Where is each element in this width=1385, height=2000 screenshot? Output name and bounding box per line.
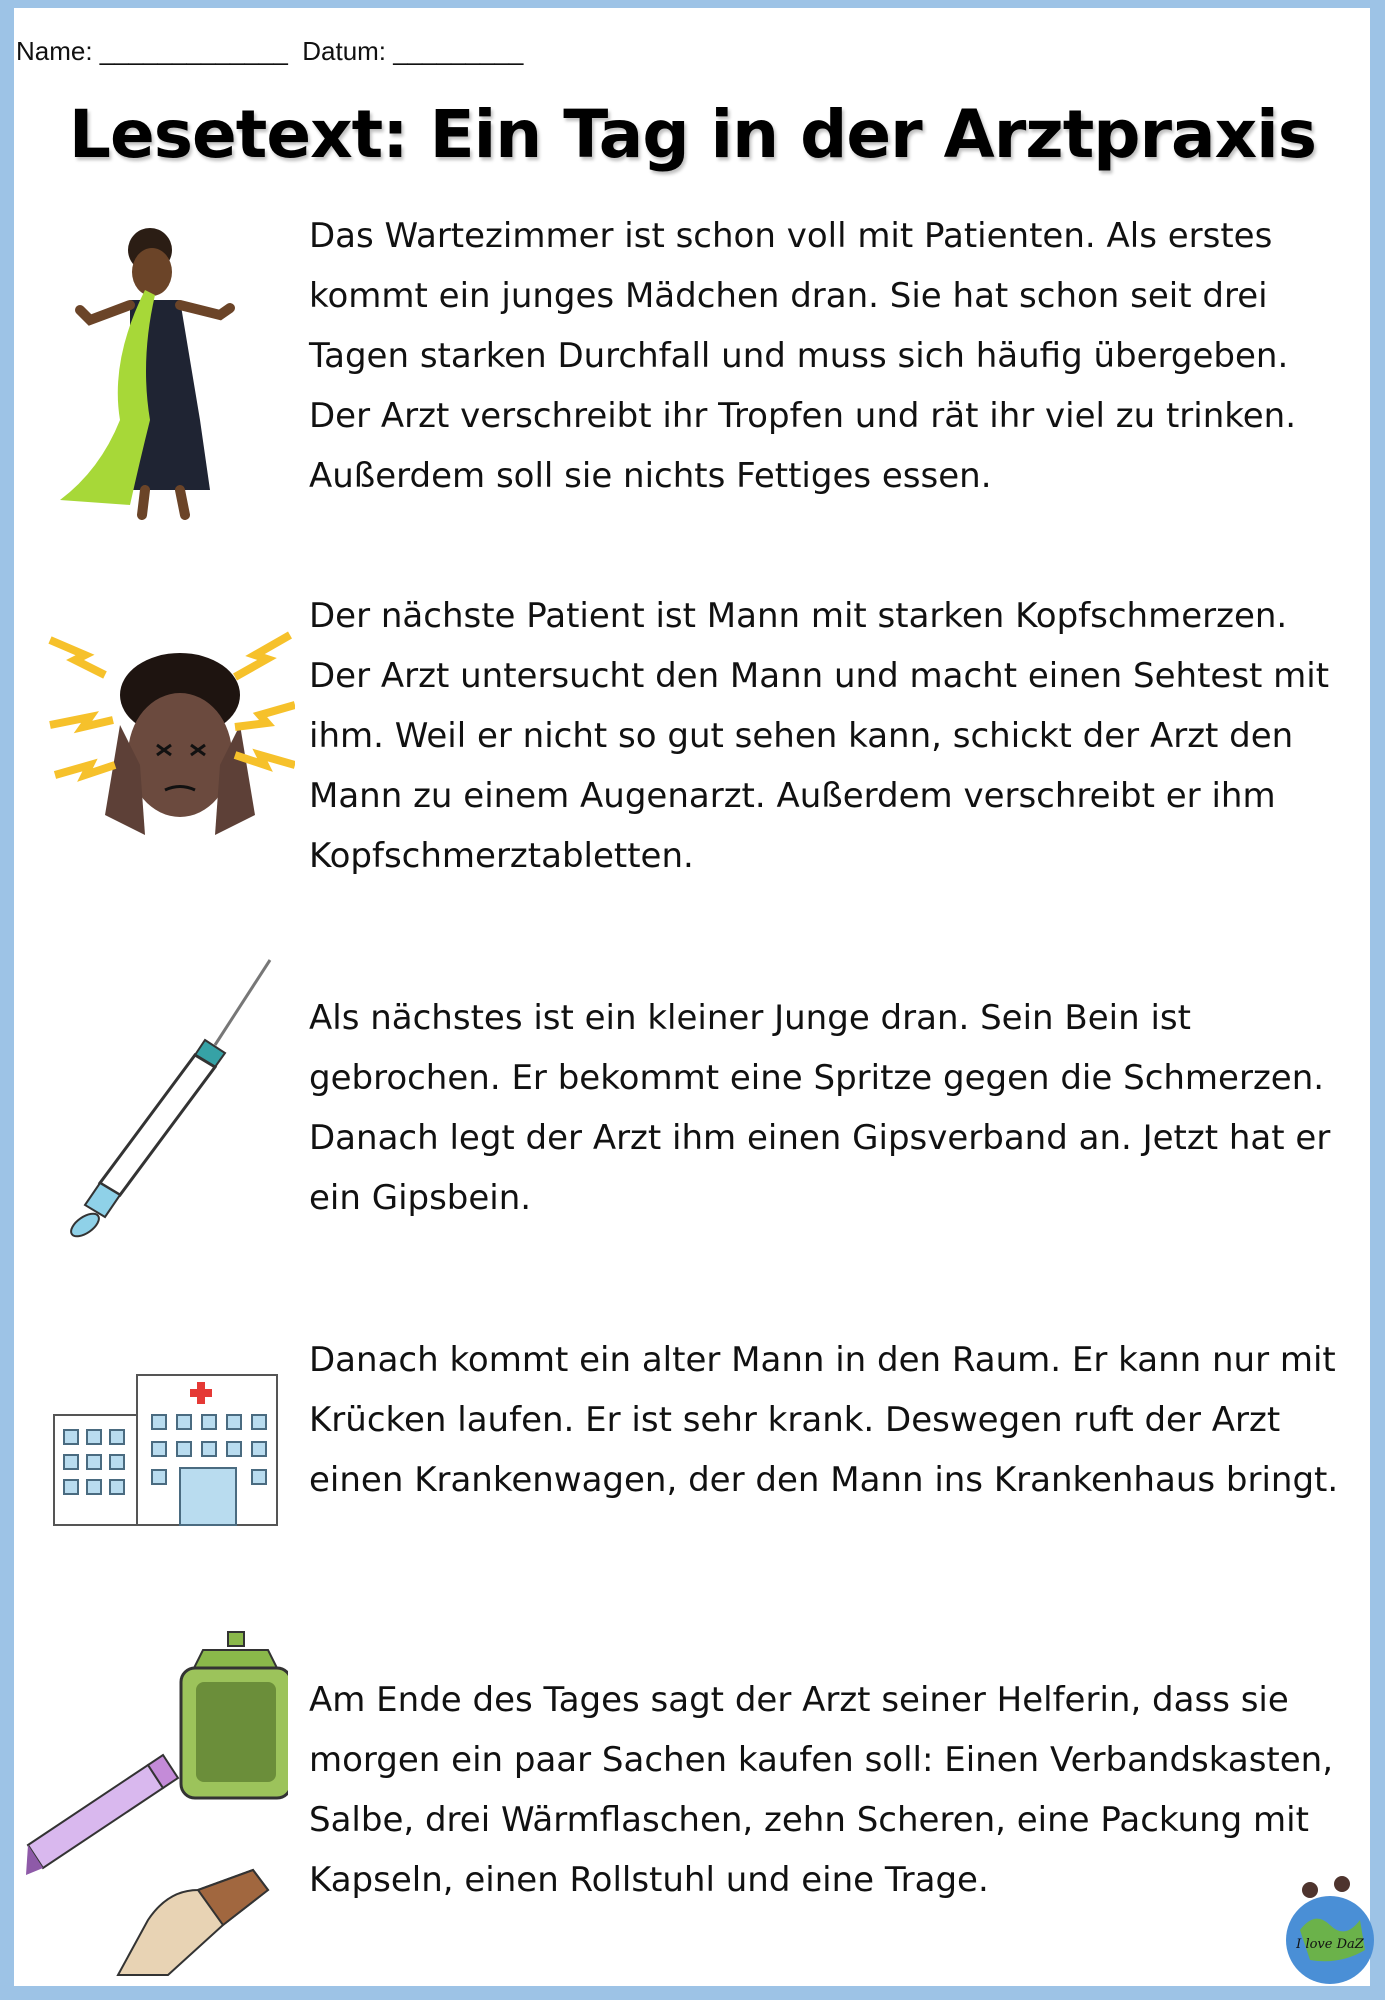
- logo-icon: [1280, 1870, 1380, 1990]
- svg-text:I love DaZ: I love DaZ: [1296, 1937, 1364, 1952]
- hospital-icon: [52, 1370, 282, 1530]
- vomiting-girl-icon: [50, 220, 240, 520]
- headache-man-icon: [45, 615, 295, 850]
- paragraph-2: Der nächste Patient ist Mann mit starken Kopfschmerzen. Der Arzt untersucht den Mann und macht einen Sehtest mit ihm. Weil er nicht so gut sehen kann, schickt der Arzt den Mann zu einem Augenarzt. Außerdem verschreibt er ihm Kopfschmerztabletten.: [309, 596, 1330, 876]
- paragraph-5: Am Ende des Tages sagt der Arzt seiner Helferin, dass sie morgen ein paar Sachen kaufen soll: Einen Verbandskasten, Salbe, drei Wärmflaschen, zehn Scheren, eine Packung mit Kapseln, einen Rollstuhl und eine Trage.: [309, 1680, 1334, 1900]
- name-date-line: Name: _____________ Datum: _________: [16, 36, 524, 66]
- first-aid-supplies-icon: [18, 1630, 288, 1980]
- paragraph-4: Danach kommt ein alter Mann in den Raum. Er kann nur mit Krücken laufen. Er ist sehr krank. Deswegen ruft der Arzt einen Krankenwagen, der den Mann ins Krankenhaus bringt.: [309, 1340, 1339, 1500]
- syringe-icon: [65, 955, 285, 1245]
- paragraph-1: Das Wartezimmer ist schon voll mit Patienten. Als erstes kommt ein junges Mädchen dran. Sie hat schon seit drei Tagen starken Durchfall und muss sich häufig übergeben. Der Arzt verschreibt ihr Tropfen und rät ihr viel zu trinken. Außerdem soll sie nichts Fettiges essen.: [309, 216, 1297, 496]
- paragraph-3: Als nächstes ist ein kleiner Junge dran. Sein Bein ist gebrochen. Er bekommt eine Spritze gegen die Schmerzen. Danach legt der Arzt ihm einen Gipsverband an. Jetzt hat er ein Gipsbein.: [309, 998, 1331, 1218]
- page-title: Lesetext: Ein Tag in der Arztpraxis: [68, 96, 1317, 173]
